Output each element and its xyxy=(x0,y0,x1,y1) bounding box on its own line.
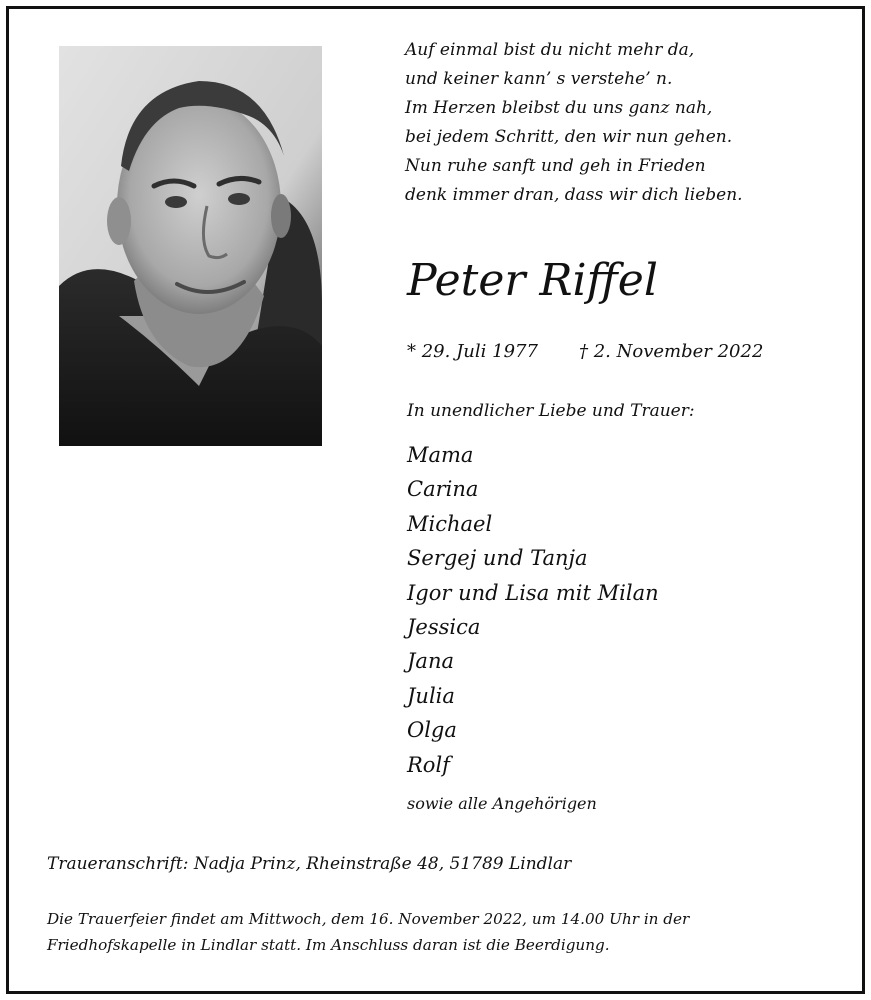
family-list xyxy=(407,438,659,782)
family-member: Jessica xyxy=(407,615,481,640)
deceased-name: Peter Riffel xyxy=(407,255,658,306)
poem-line: bei jedem Schritt, den wir nun gehen. xyxy=(405,127,733,147)
family-member: Jana xyxy=(407,649,454,674)
birth-date: * 29. Juli 1977 xyxy=(407,341,538,362)
poem-line: Auf einmal bist du nicht mehr da, xyxy=(405,40,695,60)
poem-line: Im Herzen bleibst du uns ganz nah, xyxy=(405,98,713,118)
portrait-illustration xyxy=(59,46,322,446)
mourning-address: Traueranschrift: Nadja Prinz, Rheinstraße 48, 51789 Lindlar xyxy=(47,854,572,874)
family-member: Mama xyxy=(407,443,474,467)
family-member: Sergej und Tanja xyxy=(407,546,588,571)
family-member: Rolf xyxy=(407,752,450,777)
family-member: Olga xyxy=(407,718,457,743)
relatives-note: sowie alle Angehörigen xyxy=(407,794,597,813)
obituary-frame xyxy=(6,6,865,994)
family-member: Igor und Lisa mit Milan xyxy=(407,580,659,605)
poem xyxy=(405,36,743,210)
mourning-intro: In unendlicher Liebe und Trauer: xyxy=(407,401,695,421)
service-line: Die Trauerfeier findet am Mittwoch, dem 16. November 2022, um 14.00 Uhr in der xyxy=(47,910,690,928)
family-member: Michael xyxy=(407,511,493,536)
funeral-service-info xyxy=(47,906,689,958)
portrait-photo xyxy=(59,46,322,446)
death-date: † 2. November 2022 xyxy=(579,341,764,362)
family-member: Julia xyxy=(407,683,455,708)
poem-line: denk immer dran, dass wir dich lieben. xyxy=(405,185,743,205)
poem-line: Nun ruhe sanft und geh in Frieden xyxy=(405,156,706,176)
family-member: Carina xyxy=(407,477,479,502)
service-line: Friedhofskapelle in Lindlar statt. Im Anschluss daran ist die Beerdigung. xyxy=(47,936,610,954)
poem-line: und keiner kann’ s verstehe’ n. xyxy=(405,69,673,89)
